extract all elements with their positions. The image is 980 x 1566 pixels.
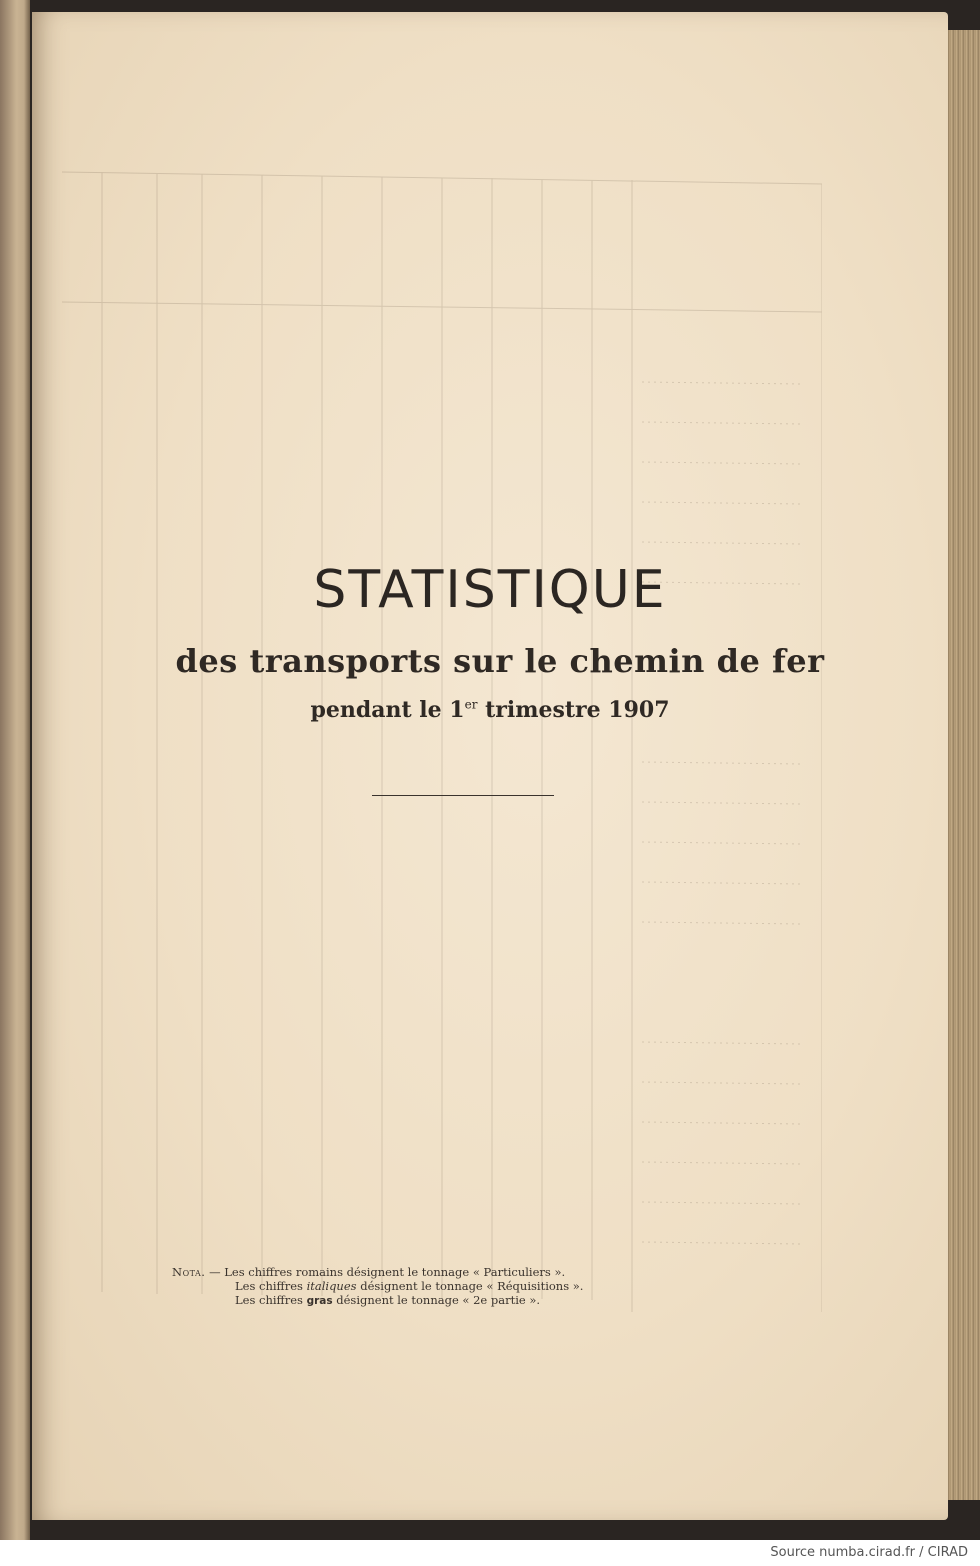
nota-line2-suffix: désignent le tonnage « Réquisitions ». [356, 1279, 584, 1293]
bleed-through-table [62, 162, 822, 1322]
period-ordinal: er [464, 697, 478, 712]
document-title: STATISTIQUE [313, 560, 667, 620]
nota-line-3 [172, 1293, 772, 1308]
nota-line3-bold: gras [306, 1295, 333, 1307]
nota-dash: — [205, 1265, 225, 1279]
nota-line-2 [172, 1279, 772, 1293]
period-prefix: pendant le 1 [310, 697, 465, 723]
source-credit: Source numba.cirad.fr / CIRAD [770, 1545, 968, 1560]
nota-line2-italic: italiques [306, 1279, 357, 1293]
facing-page-edge [0, 0, 30, 1540]
nota-block [172, 1265, 772, 1308]
nota-line3-prefix: Les chiffres [235, 1293, 307, 1307]
period-suffix: trimestre 1907 [477, 697, 670, 723]
nota-line-1 [172, 1265, 565, 1279]
nota-label: Nota. [172, 1265, 206, 1279]
nota-line1-text: Les chiffres romains désignent le tonnage « Particuliers ». [224, 1265, 566, 1279]
book-page [32, 12, 948, 1520]
nota-line3-suffix: désignent le tonnage « 2e partie ». [332, 1293, 541, 1307]
separator-rule [372, 795, 554, 796]
document-subtitle: des transports sur le chemin de fer [175, 642, 825, 680]
document-period [32, 697, 948, 723]
nota-line2-prefix: Les chiffres [235, 1279, 307, 1293]
